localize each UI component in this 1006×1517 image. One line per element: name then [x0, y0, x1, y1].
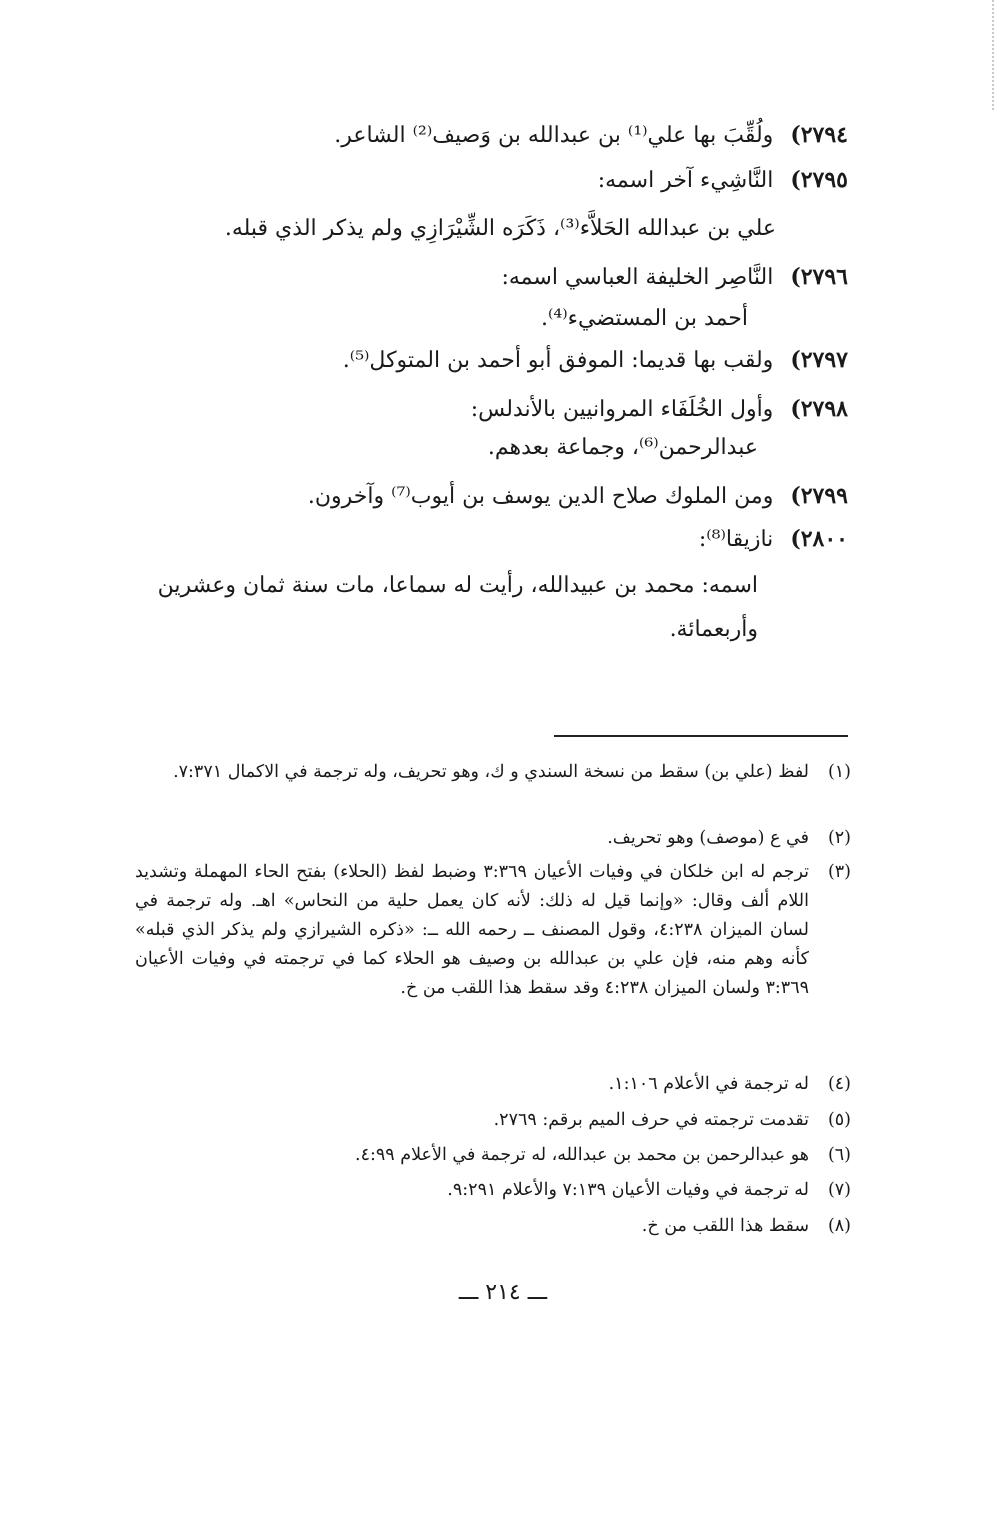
footnote-text: هو عبدالرحمن بن محمد بن عبدالله، له ترجمة في الأعلام ٤:٩٩. [355, 1145, 809, 1165]
footnote-marker: (١) [827, 762, 851, 782]
footnote-5 [135, 1106, 851, 1135]
entry-text: ولقب بها قديما: الموفق أبو أحمد بن المتوكل⁽⁵⁾. [342, 348, 774, 373]
footnote-separator [554, 735, 848, 737]
footnote-6 [135, 1141, 851, 1170]
entry-2800-name-line2: وأربعمائة. [669, 617, 758, 642]
entry-2794 [120, 120, 848, 151]
footnote-text: له ترجمة في الأعلام ١:١٠٦. [608, 1074, 809, 1094]
entry-number: ٢٧٩٨) [790, 396, 848, 422]
footnote-marker: (٨) [827, 1216, 851, 1236]
entry-number: ٢٧٩٦) [790, 264, 848, 290]
footnote-marker: (٧) [827, 1180, 851, 1200]
entry-2798-name: عبدالرحمن⁽⁶⁾، وجماعة بعدهم. [487, 435, 758, 460]
footnote-marker: (٢) [827, 828, 851, 848]
footnote-7 [135, 1176, 851, 1205]
footnote-text: ترجم له ابن خلكان في وفيات الأعيان ٣:٣٦٩ وضبط لفظ (الحلاء) بفتح الحاء المهملة وتشديد اللام ألف وقال: «وإنما قيل له ذلك: لأنه كان يعمل حلية من النحاس» اهـ. وله ترجمة في لسان الميزان ٤:٢٣٨، وقول المصنف ــ رحمه الله ــ: «ذكره الشيرازي ولم يذكر الذي قبله» كأنه وهم منه، فإن علي بن عبدالله بن وصيف هو الحلاء كما في ترجمته في وفيات الأعيان ٣:٣٦٩ ولسان الميزان ٤:٢٣٨ وقد سقط هذا اللقب من خ. [135, 862, 809, 998]
entry-number: ٢٧٩٥) [790, 167, 848, 193]
footnote-text: لفظ (علي بن) سقط من نسخة السندي و ك، وهو تحريف، وله ترجمة في الاكمال ٧:٣٧١. [173, 762, 809, 782]
footnote-2 [135, 824, 851, 853]
entry-text: نازيقا⁽⁸⁾: [698, 527, 774, 552]
footnote-3 [135, 858, 851, 1003]
entry-number: ٢٧٩٩) [790, 483, 848, 509]
footnote-8 [135, 1212, 851, 1241]
entry-text: النَّاشِيء آخر اسمه: [597, 168, 774, 193]
entry-2797 [120, 345, 848, 376]
footnote-4 [135, 1070, 851, 1099]
entry-number: ٢٨٠٠) [790, 526, 848, 552]
footnote-marker: (٦) [827, 1145, 851, 1165]
entry-2799 [120, 481, 848, 512]
entry-2798 [120, 394, 848, 425]
footnote-marker: (٤) [827, 1074, 851, 1094]
entry-2800-name-line1: اسمه: محمد بن عبيدالله، رأيت له سماعا، مات سنة ثمان وعشرين [157, 573, 758, 598]
entry-text: ولُقِّبَ بها علي⁽¹⁾ بن عبدالله بن وَصيف⁽²⁾ الشاعر. [334, 123, 774, 148]
entry-2796 [120, 262, 848, 293]
entry-number: ٢٧٩٧) [790, 347, 848, 373]
entry-2796-name: أحمد بن المستضيء⁽⁴⁾. [540, 306, 748, 331]
footnote-text: سقط هذا اللقب من خ. [641, 1216, 809, 1236]
entry-number: ٢٧٩٤) [790, 122, 848, 148]
entry-2800 [120, 524, 848, 555]
page-number: ـــ ٢١٤ ـــ [458, 1280, 548, 1305]
footnote-text: في ع (موصف) وهو تحريف. [607, 828, 809, 848]
footnote-marker: (٣) [827, 862, 851, 882]
entry-text: النَّاصِر الخليفة العباسي اسمه: [501, 265, 774, 290]
scan-edge [990, 0, 994, 110]
entry-2795 [120, 165, 848, 196]
entry-text: ومن الملوك صلاح الدين يوسف بن أيوب⁽⁷⁾ وآخرون. [307, 484, 774, 509]
entry-text: وأول الخُلَفَاء المروانيين بالأندلس: [470, 397, 774, 422]
footnote-1 [135, 758, 851, 787]
footnote-text: تقدمت ترجمته في حرف الميم برقم: ٢٧٦٩. [493, 1110, 809, 1130]
entry-2795-name: علي بن عبدالله الحَلاَّء⁽³⁾، ذَكَرَه الشِّيْرَازِي ولم يذكر الذي قبله. [224, 216, 776, 241]
footnote-text: له ترجمة في وفيات الأعيان ٧:١٣٩ والأعلام ٩:٢٩١. [447, 1180, 809, 1200]
footnote-marker: (٥) [827, 1110, 851, 1130]
